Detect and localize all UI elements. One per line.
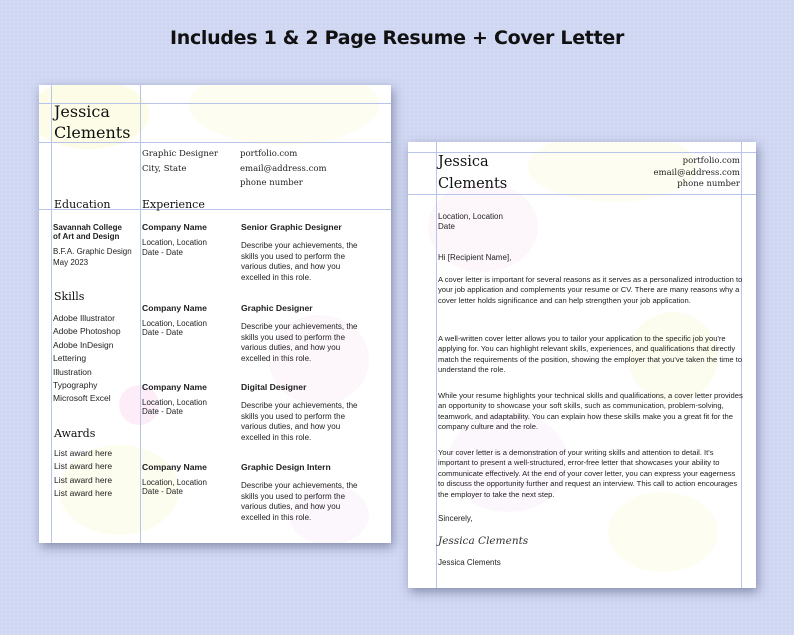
award-item: List award here <box>54 488 113 499</box>
skill-item: Adobe Photoshop <box>53 326 121 337</box>
award-item: List award here <box>54 474 113 485</box>
skill-item: Typography <box>53 380 98 391</box>
job-role: Graphic Designer <box>241 303 313 313</box>
job-company: Company Name <box>142 303 207 313</box>
awards-heading: Awards <box>54 427 96 440</box>
letter-signature: Jessica Clements <box>438 535 529 547</box>
letter-contact-portfolio: portfolio.com <box>682 156 740 166</box>
resume-contact-email: email@address.com <box>240 164 327 174</box>
letter-paragraph: A cover letter is important for several reasons as it serves as a personalized introduction to your job application and complements your resume or CV. There are many reasons why a cover letter holds significance and can help strengthen your job application. <box>438 275 743 305</box>
education-school-line1: Savannah College <box>53 223 122 232</box>
resume-name-last: Clements <box>54 123 131 142</box>
job-company: Company Name <box>142 382 207 392</box>
resume-contact-phone: phone number <box>240 178 303 188</box>
job-company: Company Name <box>142 222 207 232</box>
skill-item: Microsoft Excel <box>53 393 111 404</box>
decorative-blob <box>608 492 718 572</box>
letter-paragraph: A well-written cover letter allows you to tailor your application to the specific job you're applying for. You can highlight relevant skills, experiences, and qualifications that directly match the requirements of the position, showing the employer that you've taken the time to understand the role. <box>438 334 743 375</box>
skill-item: Adobe InDesign <box>53 339 114 350</box>
resume-name-first: Jessica <box>54 102 110 121</box>
job-location: Location, Location <box>142 478 207 487</box>
job-description: Describe your achievements, the skills you used to perform the various duties, and how you excelled in this role. <box>241 322 358 363</box>
job-description: Describe your achievements, the skills you used to perform the various duties, and how you excelled in this role. <box>241 481 358 522</box>
award-item: List award here <box>54 448 113 458</box>
skills-list <box>53 312 121 406</box>
letter-name-last: Clements <box>438 176 508 192</box>
resume-job-title: Graphic Designer <box>142 149 218 159</box>
letter-closing: Sincerely, <box>438 514 473 523</box>
resume-location: City, State <box>142 164 187 174</box>
skills-heading: Skills <box>54 290 85 303</box>
job-description: Describe your achievements, the skills you used to perform the various duties, and how you excelled in this role. <box>241 241 358 282</box>
education-school-line2: of Art and Design <box>53 232 120 241</box>
guide-line <box>436 142 437 588</box>
job-company: Company Name <box>142 462 207 472</box>
banner-title: Includes 1 & 2 Page Resume + Cover Letter <box>169 27 625 49</box>
job-role: Digital Designer <box>241 382 307 392</box>
resume-contact-portfolio: portfolio.com <box>240 149 298 159</box>
experience-heading: Experience <box>142 198 205 211</box>
letter-signed-name: Jessica Clements <box>438 558 501 567</box>
job-dates: Date - Date <box>142 407 183 416</box>
education-date: May 2023 <box>53 258 89 267</box>
awards-list <box>54 447 112 501</box>
guide-line <box>51 85 52 543</box>
job-role: Graphic Design Intern <box>241 462 331 472</box>
resume-page <box>39 85 391 543</box>
job-role: Senior Graphic Designer <box>241 222 342 232</box>
skill-item: Illustration <box>53 366 92 377</box>
decorative-blob <box>189 85 379 145</box>
job-location: Location, Location <box>142 398 207 407</box>
letter-paragraph: Your cover letter is a demonstration of your writing skills and attention to detail. It's important to present a well-structured, error-free letter that showcases your ability to communicate effectively. At the end of your cover letter, you can express your eagerness to discuss the opportunity further and request an interview. This call to action encourages the employer to take the next step. <box>438 448 738 499</box>
education-heading: Education <box>54 198 111 211</box>
job-description: Describe your achievements, the skills you used to perform the various duties, and how you excelled in this role. <box>241 401 358 442</box>
education-degree: B.F.A. Graphic Design <box>53 247 132 256</box>
skill-item: Adobe Illustrator <box>53 313 115 323</box>
guide-line <box>408 194 756 195</box>
letter-contact-email: email@address.com <box>653 168 740 178</box>
letter-location: Location, Location <box>438 212 503 221</box>
job-location: Location, Location <box>142 238 207 247</box>
letter-date: Date <box>438 222 455 231</box>
award-item: List award here <box>54 461 113 472</box>
skill-item: Lettering <box>53 353 87 364</box>
job-dates: Date - Date <box>142 248 183 257</box>
letter-greeting: Hi [Recipient Name], <box>438 253 512 262</box>
letter-contact-phone: phone number <box>677 179 740 189</box>
job-dates: Date - Date <box>142 328 183 337</box>
letter-paragraph: While your resume highlights your technical skills and qualifications, a cover letter provides an opportunity to showcase your soft skills, such as communication, problem-solving, teamwork, and adaptability. You can explain how these skills make you a great fit for the company culture and the role. <box>438 391 743 432</box>
cover-letter-page <box>408 142 756 588</box>
guide-line <box>140 85 141 543</box>
job-dates: Date - Date <box>142 487 183 496</box>
letter-name-first: Jessica <box>438 154 489 170</box>
job-location: Location, Location <box>142 319 207 328</box>
